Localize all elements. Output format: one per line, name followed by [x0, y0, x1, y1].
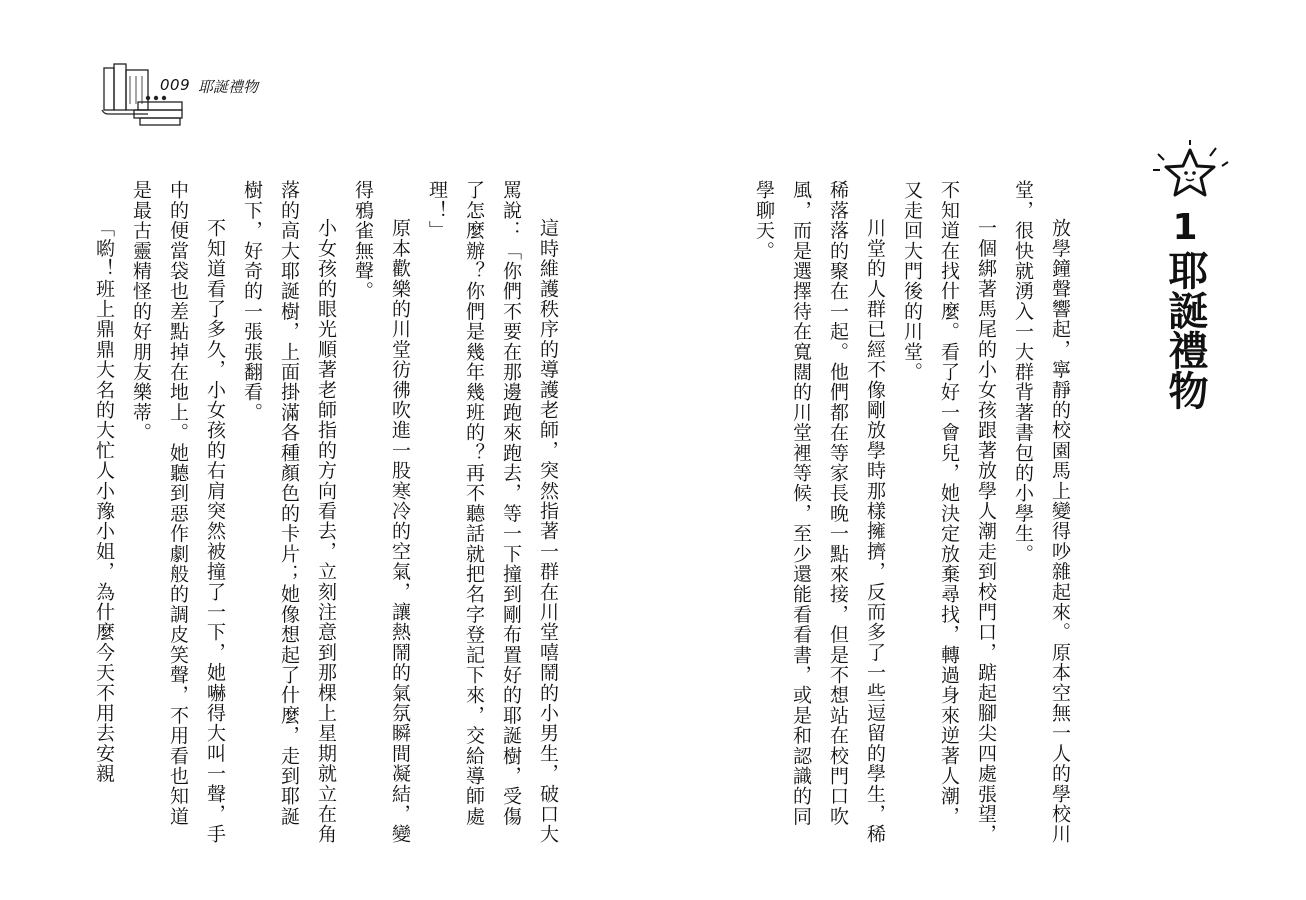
paragraph: 川堂的人群已經不像剛放學時那樣擁擠，反而多了一些逗留的學生，稀稀落落的聚在一起。他們都在等家長晚一點來接，但是不想站在校門口吹風，而是選擇待在寬闊的川堂裡等候，至少還能看看書，或是和認識的同學聊天。: [753, 180, 886, 845]
page-number: 009: [160, 76, 191, 94]
running-header: [100, 58, 420, 130]
cartoon-star-icon: [1150, 138, 1230, 204]
right-page-body: [748, 180, 1078, 845]
page-gutter: [652, 0, 654, 900]
paragraph: 不知道看了多久，小女孩的右肩突然被撞了一下，她嚇得大叫一聲，手中的便當袋也差點掉在地上。她聽到惡作劇般的調皮笑聲，不用看也知道是最古靈精怪的好朋友樂蒂。: [130, 180, 226, 845]
paragraph: 這時維護秩序的導護老師，突然指著一群在川堂嘻鬧的小男生，破口大罵說：「你們不要在那邊跑來跑去，等一下撞到剛布置好的耶誕樹，受傷了怎麼辦？你們是幾年幾班的？再不聽話就把名字登記下來，交給導師處理！」: [426, 180, 559, 845]
paragraph: 一個綁著馬尾的小女孩跟著放學人潮走到校門口，踮起腳尖四處張望，不知道在找什麼。看了好一會兒，她決定放棄尋找，轉過身來逆著人潮，又走回大門後的川堂。: [901, 180, 997, 845]
paragraph: 原本歡樂的川堂彷彿吹進一股寒冷的空氣，讓熱鬧的氣氛瞬間凝結，變得鴉雀無聲。: [352, 180, 411, 845]
right-page-text: [748, 180, 1078, 845]
left-page-text: [93, 180, 566, 845]
left-page-body: [93, 180, 566, 845]
chapter-number: 1: [1172, 207, 1198, 248]
running-title: 耶誕禮物: [198, 78, 259, 96]
paragraph: 小女孩的眼光順著老師指的方向看去，立刻注意到那棵上星期就立在角落的高大耶誕樹，上面掛滿各種顏色的卡片；她像想起了什麼，走到耶誕樹下，好奇的一張張翻看。: [241, 180, 337, 845]
paragraph: 放學鐘聲響起，寧靜的校園馬上變得吵雜起來。原本空無一人的學校川堂，很快就湧入一大群背著書包的小學生。: [1012, 180, 1071, 845]
paragraph: 「喲！班上鼎鼎大名的大忙人小豫小姐，為什麼今天不用去安親: [93, 218, 115, 784]
chapter-title: 耶誕禮物: [1162, 250, 1208, 410]
chapter-heading: [1150, 138, 1230, 418]
